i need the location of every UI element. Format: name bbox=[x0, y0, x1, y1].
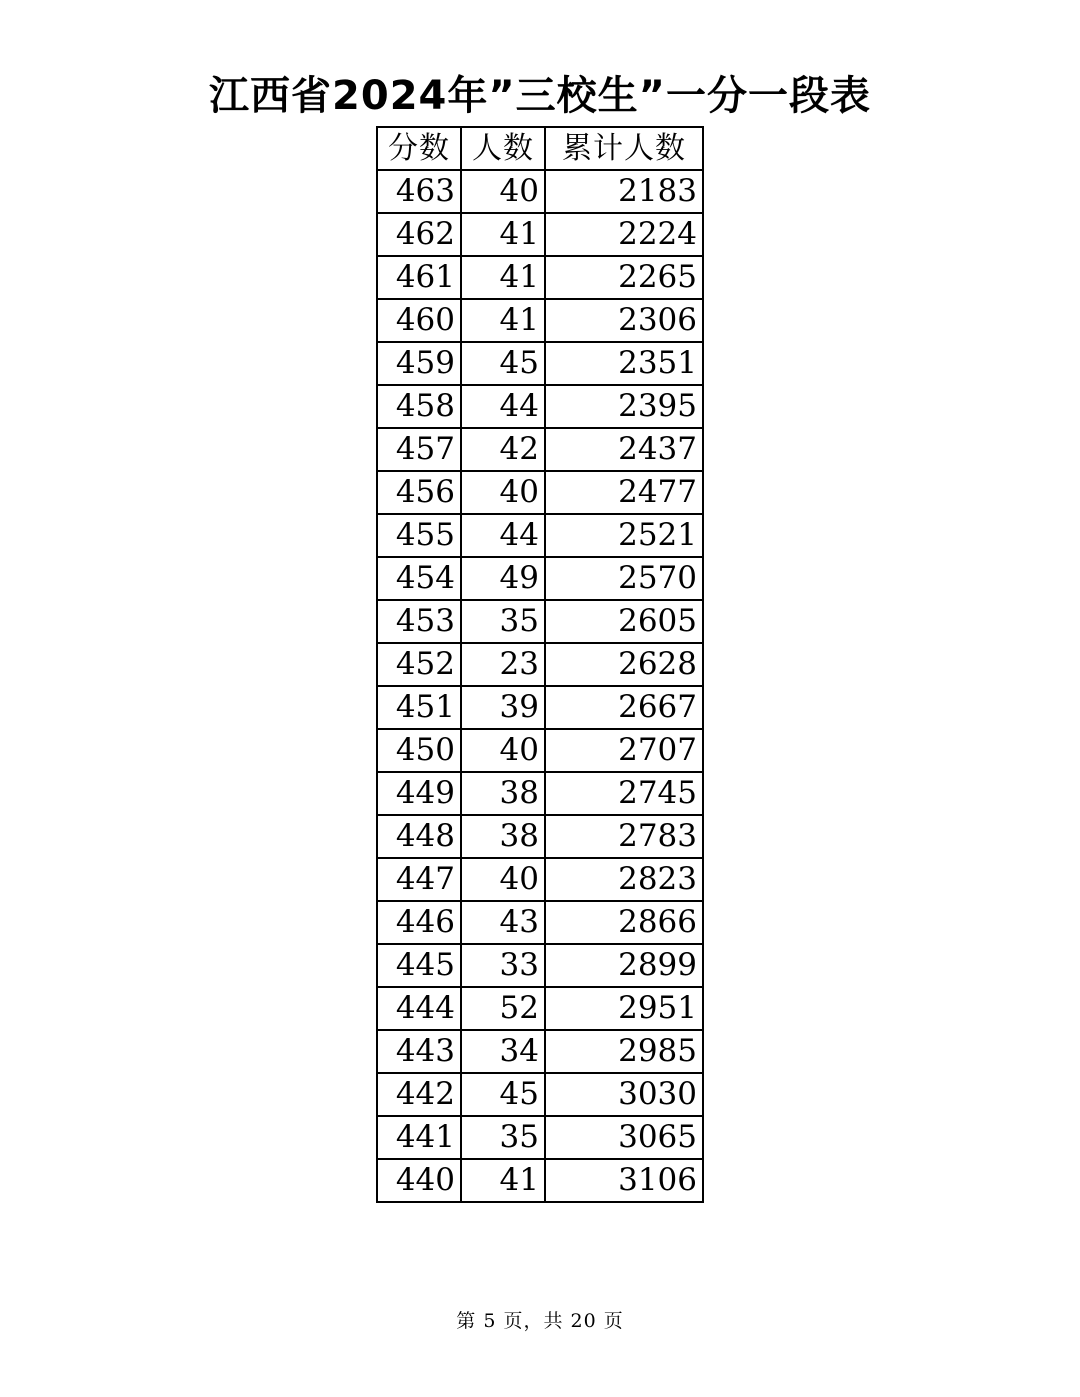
cell-cumulative: 2395 bbox=[545, 385, 703, 428]
table-row bbox=[377, 987, 703, 1030]
cell-score: 442 bbox=[377, 1073, 461, 1116]
table-header-row bbox=[377, 127, 703, 170]
table-row bbox=[377, 170, 703, 213]
cell-score: 457 bbox=[377, 428, 461, 471]
cell-count: 40 bbox=[461, 471, 545, 514]
cell-cumulative: 3030 bbox=[545, 1073, 703, 1116]
cell-count: 35 bbox=[461, 1116, 545, 1159]
cell-score: 455 bbox=[377, 514, 461, 557]
cell-count: 35 bbox=[461, 600, 545, 643]
cell-count: 41 bbox=[461, 1159, 545, 1202]
cell-count: 39 bbox=[461, 686, 545, 729]
cell-cumulative: 2224 bbox=[545, 213, 703, 256]
cell-score: 453 bbox=[377, 600, 461, 643]
table-row bbox=[377, 944, 703, 987]
table-row bbox=[377, 600, 703, 643]
cell-cumulative: 2985 bbox=[545, 1030, 703, 1073]
cell-score: 463 bbox=[377, 170, 461, 213]
cell-count: 52 bbox=[461, 987, 545, 1030]
cell-cumulative: 2707 bbox=[545, 729, 703, 772]
table-row bbox=[377, 1030, 703, 1073]
cell-cumulative: 2351 bbox=[545, 342, 703, 385]
cell-cumulative: 2628 bbox=[545, 643, 703, 686]
cell-count: 42 bbox=[461, 428, 545, 471]
cell-score: 450 bbox=[377, 729, 461, 772]
cell-count: 23 bbox=[461, 643, 545, 686]
cell-count: 45 bbox=[461, 1073, 545, 1116]
cell-cumulative: 2667 bbox=[545, 686, 703, 729]
table-row bbox=[377, 471, 703, 514]
cell-cumulative: 2783 bbox=[545, 815, 703, 858]
table-row bbox=[377, 858, 703, 901]
table-row bbox=[377, 385, 703, 428]
table-row bbox=[377, 686, 703, 729]
cell-cumulative: 2951 bbox=[545, 987, 703, 1030]
cell-score: 440 bbox=[377, 1159, 461, 1202]
cell-cumulative: 2745 bbox=[545, 772, 703, 815]
cell-score: 449 bbox=[377, 772, 461, 815]
cell-score: 441 bbox=[377, 1116, 461, 1159]
cell-cumulative: 2521 bbox=[545, 514, 703, 557]
cell-count: 40 bbox=[461, 729, 545, 772]
table-row bbox=[377, 1116, 703, 1159]
table-row bbox=[377, 342, 703, 385]
header-score: 分数 bbox=[377, 127, 461, 170]
page-title: 江西省2024年”三校生”一分一段表 bbox=[209, 73, 871, 119]
table-row bbox=[377, 213, 703, 256]
cell-cumulative: 2570 bbox=[545, 557, 703, 600]
cell-score: 445 bbox=[377, 944, 461, 987]
cell-count: 34 bbox=[461, 1030, 545, 1073]
table-row bbox=[377, 1073, 703, 1116]
cell-count: 33 bbox=[461, 944, 545, 987]
table-row bbox=[377, 815, 703, 858]
cell-cumulative: 2605 bbox=[545, 600, 703, 643]
cell-count: 38 bbox=[461, 815, 545, 858]
cell-cumulative: 2437 bbox=[545, 428, 703, 471]
cell-cumulative: 2183 bbox=[545, 170, 703, 213]
cell-score: 451 bbox=[377, 686, 461, 729]
cell-count: 41 bbox=[461, 299, 545, 342]
table-row bbox=[377, 901, 703, 944]
cell-count: 43 bbox=[461, 901, 545, 944]
page-footer: 第 5 页，共 20 页 bbox=[456, 1310, 624, 1332]
cell-score: 452 bbox=[377, 643, 461, 686]
cell-score: 459 bbox=[377, 342, 461, 385]
cell-score: 448 bbox=[377, 815, 461, 858]
cell-count: 40 bbox=[461, 170, 545, 213]
cell-score: 461 bbox=[377, 256, 461, 299]
cell-count: 44 bbox=[461, 514, 545, 557]
table-row bbox=[377, 514, 703, 557]
table-row bbox=[377, 1159, 703, 1202]
table-row bbox=[377, 729, 703, 772]
cell-score: 454 bbox=[377, 557, 461, 600]
cell-count: 41 bbox=[461, 213, 545, 256]
header-count: 人数 bbox=[461, 127, 545, 170]
cell-cumulative: 2866 bbox=[545, 901, 703, 944]
cell-cumulative: 2477 bbox=[545, 471, 703, 514]
table-row bbox=[377, 428, 703, 471]
cell-count: 45 bbox=[461, 342, 545, 385]
table-row bbox=[377, 772, 703, 815]
cell-count: 44 bbox=[461, 385, 545, 428]
table-row bbox=[377, 299, 703, 342]
cell-score: 458 bbox=[377, 385, 461, 428]
cell-score: 447 bbox=[377, 858, 461, 901]
cell-count: 41 bbox=[461, 256, 545, 299]
cell-count: 38 bbox=[461, 772, 545, 815]
cell-cumulative: 2306 bbox=[545, 299, 703, 342]
table-row bbox=[377, 256, 703, 299]
cell-cumulative: 3065 bbox=[545, 1116, 703, 1159]
table-body bbox=[377, 170, 703, 1202]
table-row bbox=[377, 557, 703, 600]
cell-cumulative: 2265 bbox=[545, 256, 703, 299]
cell-count: 49 bbox=[461, 557, 545, 600]
cell-score: 456 bbox=[377, 471, 461, 514]
cell-score: 462 bbox=[377, 213, 461, 256]
cell-cumulative: 3106 bbox=[545, 1159, 703, 1202]
header-cumulative: 累计人数 bbox=[545, 127, 703, 170]
cell-score: 446 bbox=[377, 901, 461, 944]
cell-cumulative: 2899 bbox=[545, 944, 703, 987]
cell-score: 443 bbox=[377, 1030, 461, 1073]
cell-count: 40 bbox=[461, 858, 545, 901]
cell-score: 460 bbox=[377, 299, 461, 342]
table-row bbox=[377, 643, 703, 686]
cell-score: 444 bbox=[377, 987, 461, 1030]
score-table bbox=[376, 126, 704, 1203]
cell-cumulative: 2823 bbox=[545, 858, 703, 901]
